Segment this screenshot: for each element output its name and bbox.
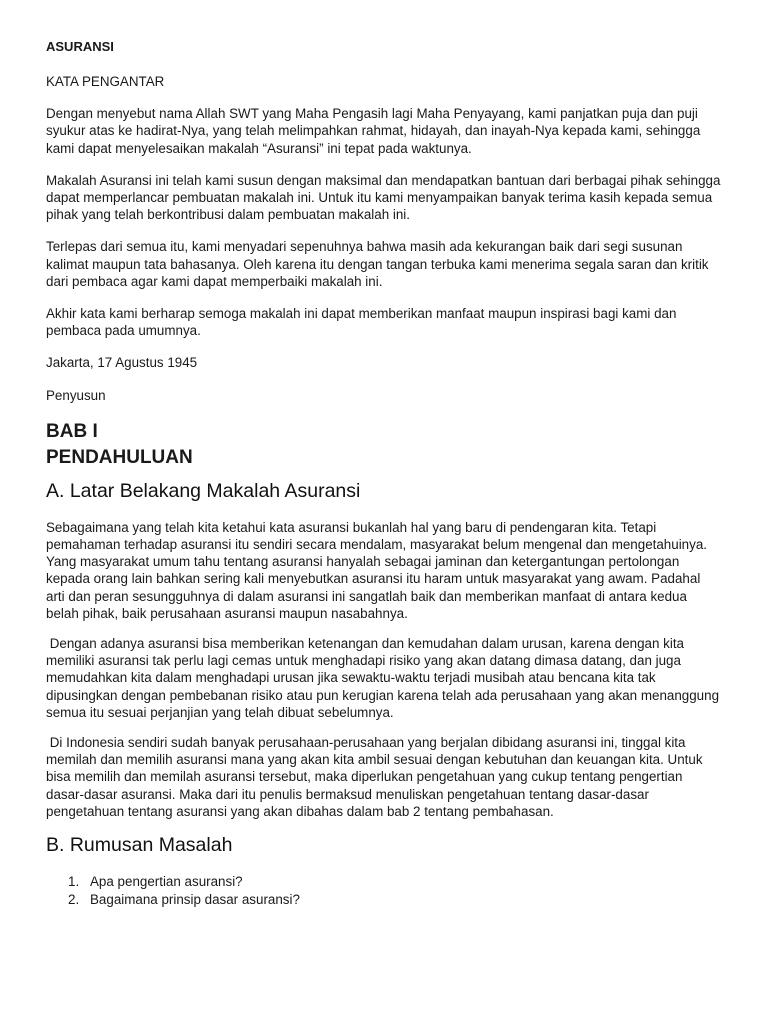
list-item-number: 1.	[68, 874, 80, 890]
document-title: ASURANSI	[46, 39, 114, 54]
body-paragraph: Di Indonesia sendiri sudah banyak perusahaan-perusahaan yang berjalan dibidang asuransi ini, tinggal kita memilah dan memilih asuransi mana yang akan kita ambil sesuai dengan kebutuhan dan keuangan kita. Untuk bisa memilih dan memilah asuransi tersebut, maka diperlukan pengetahuan yang cukup tentang pengertian dasar-dasar asuransi. Maka dari itu penulis bermaksud menuliskan pengetahuan tentang dasar-dasar pengetahuan tentang asuransi yang akan dibahas dalam bab 2 tentang pembahasan.	[46, 735, 707, 819]
list-item-text: Bagaimana prinsip dasar asuransi?	[90, 892, 300, 908]
problem-list	[46, 873, 722, 909]
chapter-title: PENDAHULUAN	[46, 446, 193, 468]
intro-paragraph: Makalah Asuransi ini telah kami susun dengan maksimal dan mendapatkan bantuan dari berbagai pihak sehingga dapat memperlancar pembuatan makalah ini. Untuk itu kami menyampaikan banyak terima kasih kepada semua pihak yang telah berkontribusi dalam pembuatan makalah ini.	[46, 172, 721, 223]
body-paragraph: Sebagaimana yang telah kita ketahui kata asuransi bukanlah hal yang baru di pendengaran kita. Tetapi pemahaman terhadap asuransi itu sendiri secara mendalam, masyarakat belum mengenal dan mengetahuinya. Yang masyarakat umum tahu tentang asuransi hanyalah sebagai jaminan dan ketergantungan pertolongan kepada orang lain bahkan sering kali menyebutkan asuransi itu haram untuk masyarakat yang awam. Padahal arti dan peran sesungguhnya di dalam asuransi ini sangatlah baik dan memberikan manfaat di antara kedua belah pihak, baik perusahaan asuransi maupun nasabahnya.	[46, 519, 711, 621]
intro-paragraph: Akhir kata kami berharap semoga makalah ini dapat memberikan manfaat maupun inspirasi bagi kami dan pembaca pada umumnya.	[46, 306, 677, 339]
section-b-heading: B. Rumusan Masalah	[46, 834, 233, 857]
list-item	[46, 891, 722, 909]
signature: Penyusun	[46, 387, 106, 403]
place-date: Jakarta, 17 Agustus 1945	[46, 355, 198, 371]
kata-pengantar-heading: KATA PENGANTAR	[46, 74, 165, 89]
intro-paragraph: Dengan menyebut nama Allah SWT yang Maha Pengasih lagi Maha Penyayang, kami panjatkan puja dan puji syukur atas ke hadirat-Nya, yang telah melimpahkan rahmat, hidayah, dan inayah-Nya kepada kami, sehingga kami dapat menyelesaikan makalah “Asuransi” ini tepat pada waktunya.	[46, 106, 701, 156]
intro-paragraph: Terlepas dari semua itu, kami menyadari sepenuhnya bahwa masih ada kekurangan baik dari segi susunan kalimat maupun tata bahasanya. Oleh karena itu dengan tangan terbuka kami menerima segala saran dan kritik dari pembaca agar kami dapat memperbaiki makalah ini.	[46, 239, 709, 289]
chapter-heading	[46, 419, 722, 471]
list-item	[46, 873, 722, 891]
chapter-number: BAB I	[46, 420, 98, 442]
body-paragraph: Dengan adanya asuransi bisa memberikan ketenangan dan kemudahan dalam urusan, karena dengan kita memiliki asuransi tak perlu lagi cemas untuk menghadapi risiko yang akan datang dimasa datang, dan juga memudahkan kita dalam menghadapi urusan jika sewaktu-waktu terjadi musibah atau bencana kita tak dipusingkan dengan pembebanan risiko atau pun kerugian karena telah ada perusahaan yang akan menanggung semua itu sesuai perjanjian yang telah dibuat sebelumnya.	[46, 636, 723, 720]
section-a-heading: A. Latar Belakang Makalah Asuransi	[46, 479, 361, 502]
list-item-text: Apa pengertian asuransi?	[90, 874, 243, 890]
list-item-number: 2.	[68, 892, 80, 908]
